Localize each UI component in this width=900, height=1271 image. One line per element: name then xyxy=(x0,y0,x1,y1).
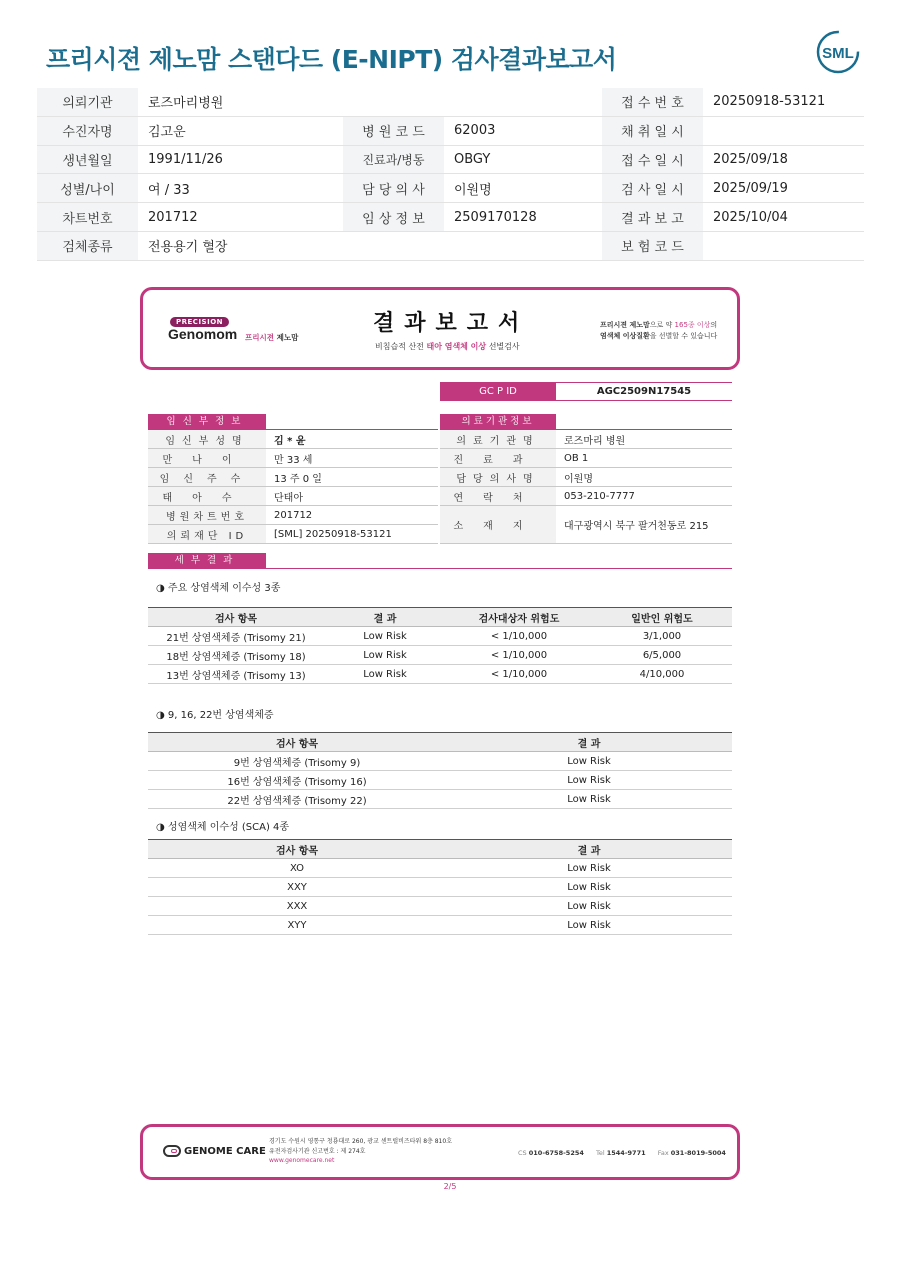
receipt-date-value: 2025/09/18 xyxy=(703,145,864,174)
detail-section: 세부결과 xyxy=(148,553,266,569)
address-line-2: 유전자검사기관 신고번호 : 제 274호 xyxy=(269,1147,366,1155)
name-label: 임신부성명 xyxy=(148,430,266,449)
pregnant-info-table xyxy=(148,430,438,544)
table-row xyxy=(148,790,732,809)
chart-value: 201712 xyxy=(138,203,343,232)
report-description xyxy=(600,320,717,342)
cell: XXX xyxy=(148,897,446,916)
fetus-label: 태아수 xyxy=(148,487,266,506)
info-row xyxy=(37,231,864,260)
request-id-value: [SML] 20250918-53121 xyxy=(266,525,438,544)
name-value: 김 * 윤 xyxy=(266,430,438,449)
cell: Low Risk xyxy=(324,627,446,646)
cell: < 1/10,000 xyxy=(446,665,592,684)
col-header: 결 과 xyxy=(446,840,732,859)
cell: Low Risk xyxy=(446,897,732,916)
pregnant-info-section: 임신부정보 xyxy=(148,414,266,430)
collect-date-value xyxy=(703,116,864,145)
table-row xyxy=(148,627,732,646)
desc-2b: 을 선별할 수 있습니다 xyxy=(649,332,718,340)
genomom-korean xyxy=(245,332,298,343)
inst-label: 의료기관명 xyxy=(440,430,556,449)
patient-info-table xyxy=(37,88,864,261)
request-id-label: 의뢰재단 ID xyxy=(148,525,266,544)
hospital-code-label: 병 원 코 드 xyxy=(343,116,444,145)
age-label: 만나이 xyxy=(148,449,266,468)
sex-age-label: 성별/나이 xyxy=(37,174,138,203)
info-row xyxy=(37,116,864,145)
gcpid-value: AGC2509N17545 xyxy=(556,382,732,401)
subtitle-a: 비침습적 산전 xyxy=(375,342,424,351)
cell: XXY xyxy=(148,878,446,897)
weeks-label: 임신주수 xyxy=(148,468,266,487)
sml-logo-text: SML xyxy=(822,45,854,62)
desc-1d: 의 xyxy=(710,321,718,329)
receipt-date-label: 접 수 일 시 xyxy=(602,145,703,174)
patient-label: 수진자명 xyxy=(37,116,138,145)
chart-label: 차트번호 xyxy=(37,203,138,232)
dob-value: 1991/11/26 xyxy=(138,145,343,174)
gcpid-label: GC P ID xyxy=(440,382,556,401)
clinical-value: 2509170128 xyxy=(444,203,602,232)
tel-label: Tel xyxy=(595,1149,605,1157)
cell: 21번 상염색체증 (Trisomy 21) xyxy=(148,627,324,646)
report-heading: 결과보고서 xyxy=(373,311,530,336)
cell: Low Risk xyxy=(446,771,732,790)
info-row xyxy=(37,174,864,203)
address-label: 소재지 xyxy=(440,506,556,544)
cs-value: 010-6758-5254 xyxy=(528,1149,584,1157)
cell: Low Risk xyxy=(446,752,732,771)
report-header-box xyxy=(140,287,740,370)
genomom-korean-a: 프리시젼 xyxy=(245,333,274,342)
footer-contact xyxy=(518,1149,736,1157)
collect-date-label: 채 취 일 시 xyxy=(602,116,703,145)
doctor-value: 이원명 xyxy=(444,174,602,203)
col-header: 일반인 위험도 xyxy=(592,608,732,627)
age-value: 만 33 세 xyxy=(266,449,438,468)
insurance-value xyxy=(703,231,864,260)
genomom-korean-b: 제노맘 xyxy=(276,333,299,342)
info-row xyxy=(37,145,864,174)
insurance-label: 보 험 코 드 xyxy=(602,231,703,260)
group1-table xyxy=(148,607,732,684)
cell: 16번 상염색체증 (Trisomy 16) xyxy=(148,771,446,790)
cell: Low Risk xyxy=(324,646,446,665)
contact-value: 053-210-7777 xyxy=(556,487,732,506)
col-header: 결 과 xyxy=(446,733,732,752)
footer-address xyxy=(269,1137,452,1166)
doctor-label: 담 당 의 사 xyxy=(343,174,444,203)
info-row xyxy=(37,203,864,232)
test-date-label: 검 사 일 시 xyxy=(602,174,703,203)
report-subtitle xyxy=(375,341,520,352)
cell: Low Risk xyxy=(446,790,732,809)
group3-table xyxy=(148,839,732,935)
hospital-chart-value: 201712 xyxy=(266,506,438,525)
desc-2a: 염색체 이상질환 xyxy=(600,332,650,340)
dept-value: OBGY xyxy=(444,145,602,174)
cell: Low Risk xyxy=(446,859,732,878)
contact-label: 연락처 xyxy=(440,487,556,506)
cell: 9번 상염색체증 (Trisomy 9) xyxy=(148,752,446,771)
cell: Low Risk xyxy=(446,878,732,897)
hospital-code-value: 62003 xyxy=(444,116,602,145)
cell: < 1/10,000 xyxy=(446,646,592,665)
med-dept-label: 진료과 xyxy=(440,449,556,468)
cell: Low Risk xyxy=(324,665,446,684)
genome-care-brand: GENOME CARE xyxy=(184,1146,266,1157)
report-date-value: 2025/10/04 xyxy=(703,203,864,232)
table-row xyxy=(148,859,732,878)
test-date-value: 2025/09/19 xyxy=(703,174,864,203)
col-header: 결 과 xyxy=(324,608,446,627)
dob-label: 생년월일 xyxy=(37,145,138,174)
tel-value: 1544-9771 xyxy=(606,1149,646,1157)
group3-title: ◑ 성염색체 이수성 (SCA) 4종 xyxy=(156,822,290,833)
report-date-label: 결 과 보 고 xyxy=(602,203,703,232)
receipt-no-value: 20250918-53121 xyxy=(703,88,864,116)
info-row xyxy=(37,88,864,116)
group1-title: ◑ 주요 상염색체 이수성 3종 xyxy=(156,583,281,594)
cs-label: CS xyxy=(518,1149,527,1157)
section-divider xyxy=(148,568,732,569)
clinical-label: 임 상 정 보 xyxy=(343,203,444,232)
col-header: 검사 항목 xyxy=(148,840,446,859)
cell: < 1/10,000 xyxy=(446,627,592,646)
sml-logo xyxy=(814,28,862,76)
address-line-1: 경기도 수원시 영통구 청룡대로 260, 광교 센트럴비즈타워 8층 810호 xyxy=(269,1138,452,1145)
subtitle-c: 선별검사 xyxy=(488,342,520,351)
col-header: 검사대상자 위험도 xyxy=(446,608,592,627)
table-row xyxy=(148,878,732,897)
specimen-label: 검체종류 xyxy=(37,231,138,260)
cell: XYY xyxy=(148,916,446,935)
fax-value: 031-8019-5004 xyxy=(670,1149,726,1157)
med-doctor-value: 이원명 xyxy=(556,468,732,487)
genome-care-mark-icon xyxy=(163,1145,181,1157)
fax-label: Fax xyxy=(657,1149,669,1157)
medical-info-table xyxy=(440,430,732,544)
table-row xyxy=(148,897,732,916)
desc-1c: 165종 이상 xyxy=(674,321,711,329)
fetus-value: 단태아 xyxy=(266,487,438,506)
address-value: 대구광역시 북구 팔거천동로 215 xyxy=(556,506,732,544)
institution-label: 의뢰기관 xyxy=(37,88,138,116)
med-doctor-label: 담당의사명 xyxy=(440,468,556,487)
med-dept-value: OB 1 xyxy=(556,449,732,468)
cell: XO xyxy=(148,859,446,878)
col-header: 검사 항목 xyxy=(148,608,324,627)
genome-care-logo xyxy=(163,1145,266,1157)
patient-value: 김고운 xyxy=(138,116,343,145)
cell: 13번 상염색체증 (Trisomy 13) xyxy=(148,665,324,684)
desc-1a: 프리시젼 제노맘 xyxy=(600,321,650,329)
cell: 22번 상염색체증 (Trisomy 22) xyxy=(148,790,446,809)
cell: 4/10,000 xyxy=(592,665,732,684)
dept-label: 진료과/병동 xyxy=(343,145,444,174)
group2-title: ◑ 9, 16, 22번 상염색체증 xyxy=(156,710,274,721)
genomom-logo: Genomom xyxy=(168,326,238,342)
table-row xyxy=(148,916,732,935)
subtitle-b: 태아 염색체 이상 xyxy=(426,342,487,351)
institution-value: 로즈마리병원 xyxy=(138,88,602,116)
footer-box xyxy=(140,1124,740,1180)
medical-info-section: 의료기관정보 xyxy=(440,414,556,430)
page-title: 프리시젼 제노맘 스탠다드 (E-NIPT) 검사결과보고서 xyxy=(46,45,617,74)
table-row xyxy=(148,646,732,665)
group2-table xyxy=(148,732,732,809)
footer-url[interactable]: www.genomecare.net xyxy=(269,1157,335,1164)
table-row xyxy=(148,665,732,684)
cell: Low Risk xyxy=(446,916,732,935)
cell: 3/1,000 xyxy=(592,627,732,646)
weeks-value: 13 주 0 일 xyxy=(266,468,438,487)
cell: 6/5,000 xyxy=(592,646,732,665)
col-header: 검사 항목 xyxy=(148,733,446,752)
page-number: 2/5 xyxy=(443,1182,457,1191)
inst-value: 로즈마리 병원 xyxy=(556,430,732,449)
desc-1b: 으로 약 xyxy=(649,321,673,329)
table-row xyxy=(148,771,732,790)
receipt-no-label: 접 수 번 호 xyxy=(602,88,703,116)
table-row xyxy=(148,752,732,771)
specimen-value: 전용용기 혈장 xyxy=(138,231,602,260)
cell: 18번 상염색체증 (Trisomy 18) xyxy=(148,646,324,665)
sex-age-value: 여 / 33 xyxy=(138,174,343,203)
precision-badge: PRECISION xyxy=(170,317,229,327)
hospital-chart-label: 병원차트번호 xyxy=(148,506,266,525)
